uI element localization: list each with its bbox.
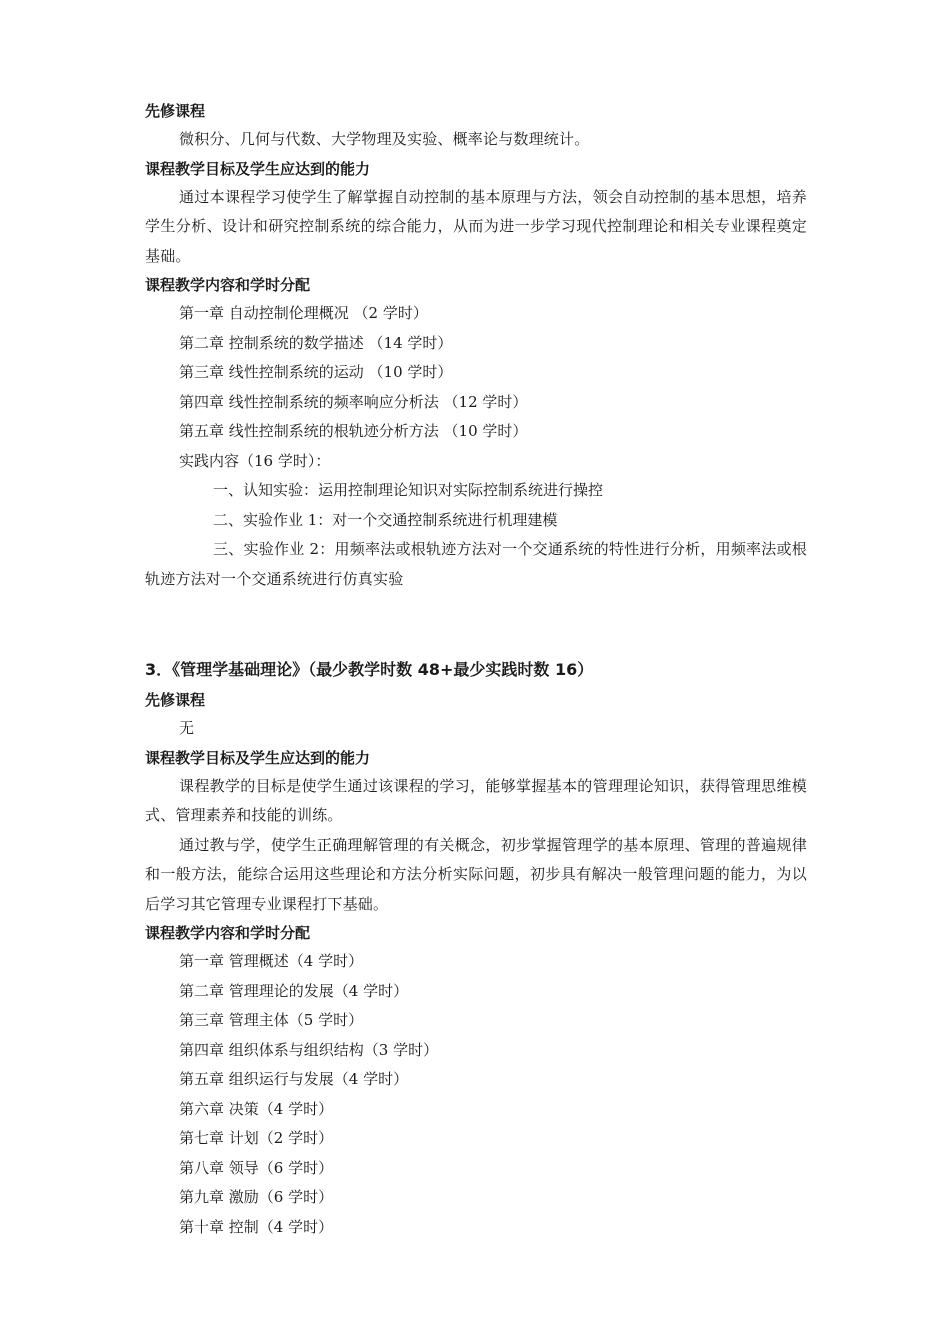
chapter-item: 第六章 决策（4 学时） [179,1099,334,1118]
content-heading: 课程教学内容和学时分配 [145,276,311,294]
goal-text: 通过教与学，使学生正确理解管理的有关概念，初步掌握管理学的基本原理、管理的普遍规律和一般方法，能综合运用这些理论和方法分析实际问题，初步具有解决一般管理问题的能力，为以后学习其它管理专业课程打下基础。 [145,835,807,913]
chapter-item: 第二章 管理理论的发展（4 学时） [179,981,409,1000]
document-page [145,97,807,1242]
chapter-item: 第七章 计划（2 学时） [179,1129,334,1147]
chapter-item: 第八章 领导（6 学时） [179,1158,334,1177]
chapter-item: 第一章 自动控制伦理概况 （2 学时） [179,304,428,322]
chapter-item: 第九章 激励（6 学时） [179,1188,334,1206]
chapter-item: 第三章 管理主体（5 学时） [179,1011,364,1029]
chapter-item: 第四章 组织体系与组织结构（3 学时） [179,1040,439,1059]
chapter-item: 第五章 组织运行与发展（4 学时） [179,1070,409,1088]
chapter-item: 第四章 线性控制系统的频率响应分析法 （12 学时） [179,392,528,411]
goal-text: 课程教学的目标是使学生通过该课程的学习，能够掌握基本的管理理论知识，获得管理思维模式、管理素养和技能的训练。 [145,776,807,824]
prereq-text: 微积分、几何与代数、大学物理及实验、概率论与数理统计。 [179,130,590,148]
chapter-item: 第三章 线性控制系统的运动 （10 学时） [179,363,453,381]
course-title: 3．《管理学基础理论》（最少教学时数 48+最少实践时数 16） [145,660,594,679]
chapter-item: 第一章 管理概述（4 学时） [179,952,364,970]
prereq-text: 无 [179,719,195,737]
practice-heading: 实践内容（16 学时）： [179,451,331,470]
chapter-item: 第五章 线性控制系统的根轨迹分析方法 （10 学时） [179,422,528,440]
chapter-item: 第二章 控制系统的数学描述 （14 学时） [179,333,453,352]
practice-item: 二、实验作业 1：对一个交通控制系统进行机理建模 [213,510,558,529]
section-gap [145,594,807,654]
goal-heading: 课程教学目标及学生应达到的能力 [145,159,371,178]
chapter-item: 第十章 控制（4 学时） [179,1217,334,1236]
practice-item: 三、实验作业 2：用频率法或根轨迹方法对一个交通系统的特性进行分析，用频率法或根轨迹方法对一个交通系统进行仿真实验 [145,540,807,588]
goal-text: 通过本课程学习使学生了解掌握自动控制的基本原理与方法，领会自动控制的基本思想，培养学生分析、设计和研究控制系统的综合能力，从而为进一步学习现代控制理论和相关专业课程奠定基础。 [145,187,807,265]
practice-item: 一、认知实验：运用控制理论知识对实际控制系统进行操控 [213,481,604,499]
goal-heading: 课程教学目标及学生应达到的能力 [145,748,371,767]
content-heading: 课程教学内容和学时分配 [145,924,311,942]
prereq-heading: 先修课程 [145,691,206,709]
prereq-heading: 先修课程 [145,102,206,120]
